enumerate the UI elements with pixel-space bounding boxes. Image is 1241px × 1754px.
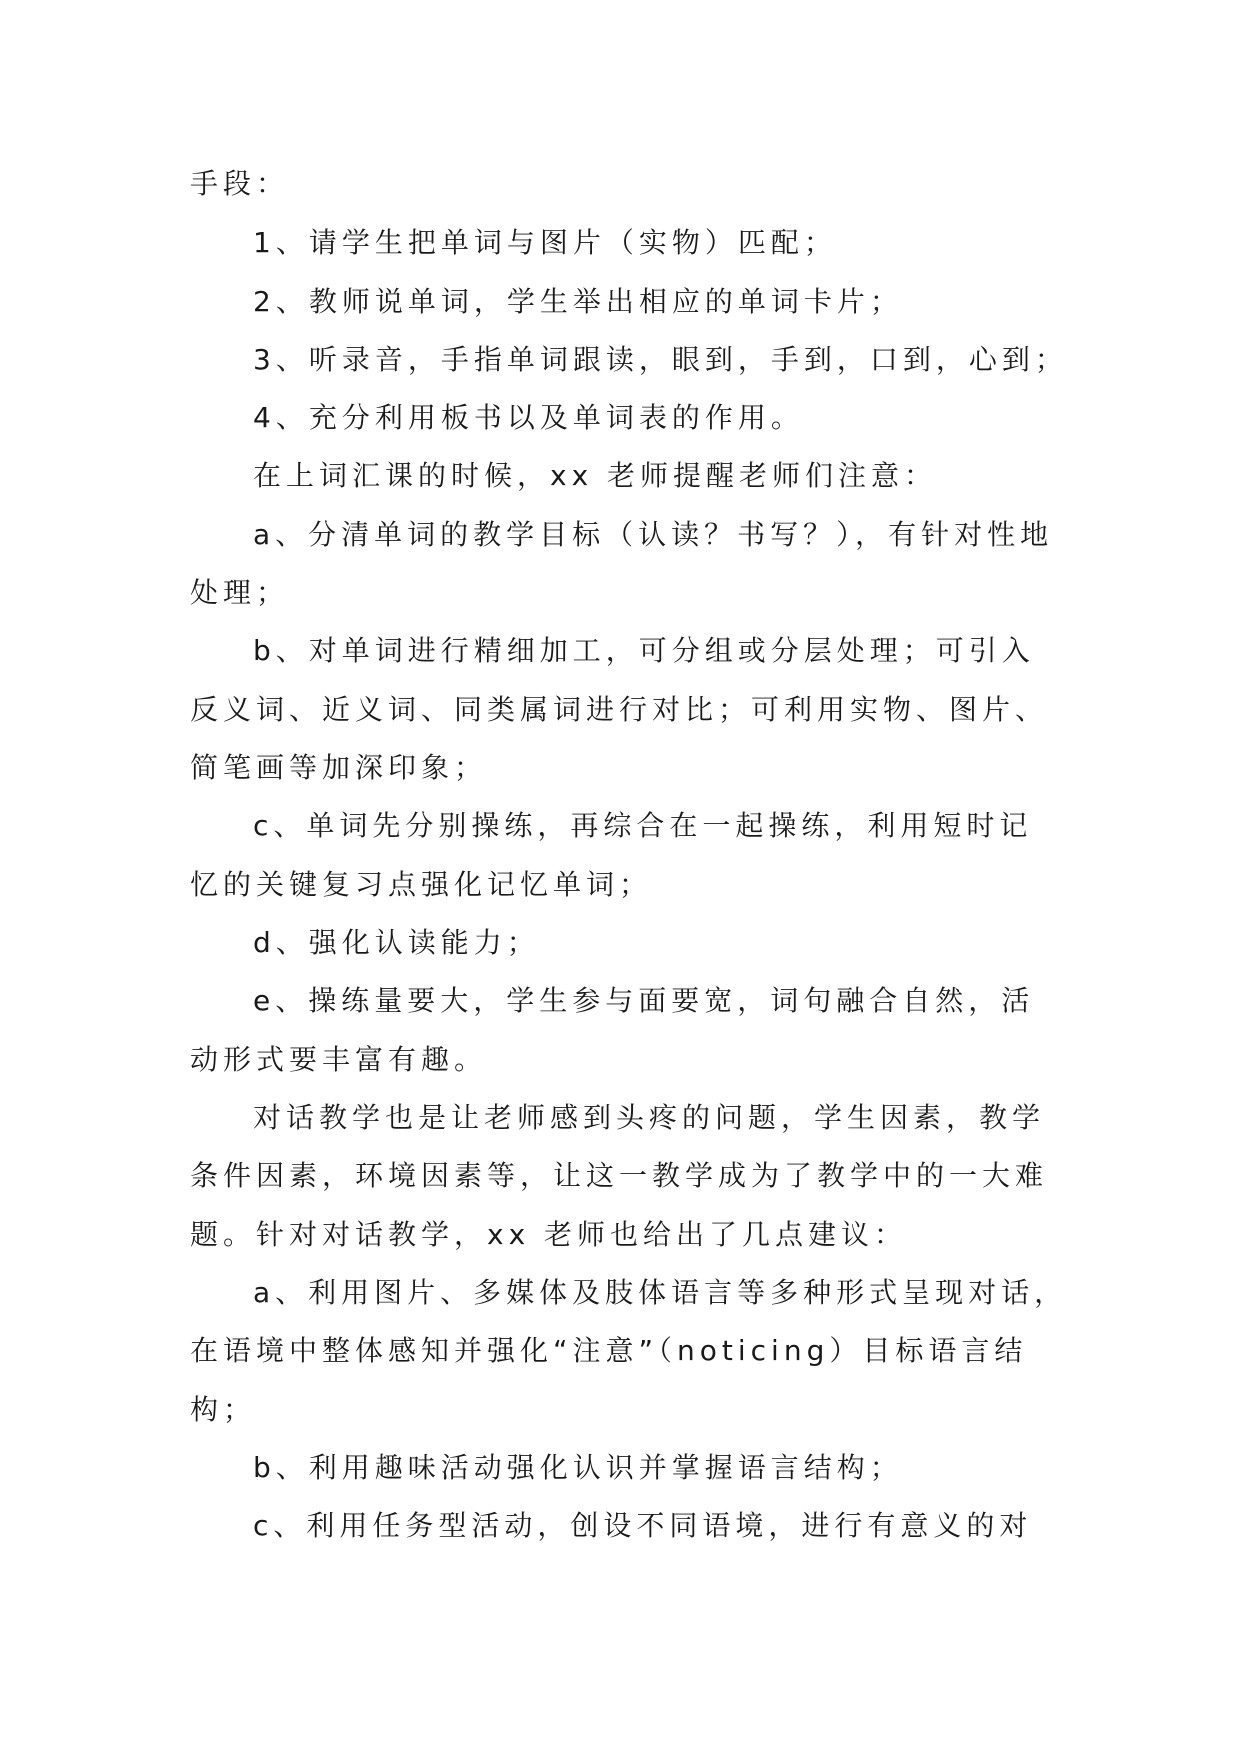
text-line: 反义词、近义词、同类属词进行对比；可利用实物、图片、	[190, 693, 1049, 726]
list-item: 1、请学生把单词与图片（实物）匹配；	[253, 226, 837, 259]
list-item: a、利用图片、多媒体及肢体语言等多种形式呈现对话，	[253, 1276, 1068, 1309]
list-item: 4、充分利用板书以及单词表的作用。	[253, 401, 804, 434]
text-line: 简笔画等加深印象；	[190, 751, 488, 784]
list-item: d、强化认读能力；	[253, 926, 540, 959]
text-line: 处理；	[190, 576, 290, 609]
list-item: b、利用趣味活动强化认识并掌握语言结构；	[253, 1451, 903, 1484]
text-line: 动形式要丰富有趣。	[190, 1043, 488, 1076]
text-line: 忆的关键复习点强化记忆单词；	[190, 868, 653, 901]
list-item: c、利用任务型活动，创设不同语境，进行有意义的对	[253, 1509, 1033, 1542]
list-item: b、对单词进行精细加工，可分组或分层处理；可引入	[253, 634, 1035, 667]
list-item: 3、听录音，手指单词跟读，眼到，手到，口到，心到；	[253, 343, 1068, 376]
list-item: c、单词先分别操练，再综合在一起操练，利用短时记	[253, 809, 1033, 842]
text-line: 构；	[190, 1393, 257, 1426]
paragraph-line: 在上词汇课的时候，xx 老师提醒老师们注意：	[253, 459, 938, 492]
paragraph-line: 对话教学也是让老师感到头疼的问题，学生因素，教学	[253, 1101, 1046, 1134]
list-item: a、分清单词的教学目标（认读？书写？），有针对性地	[253, 518, 1054, 551]
text-line: 条件因素，环境因素等，让这一教学成为了教学中的一大难	[190, 1159, 1049, 1192]
text-line: 手段：	[190, 167, 290, 200]
list-item: e、操练量要大，学生参与面要宽，词句融合自然，活	[253, 984, 1035, 1017]
list-item: 2、教师说单词，学生举出相应的单词卡片；	[253, 285, 903, 318]
text-line: 在语境中整体感知并强化“注意”（noticing）目标语言结	[190, 1334, 1028, 1367]
text-line: 题。针对对话教学，xx 老师也给出了几点建议：	[190, 1218, 908, 1251]
